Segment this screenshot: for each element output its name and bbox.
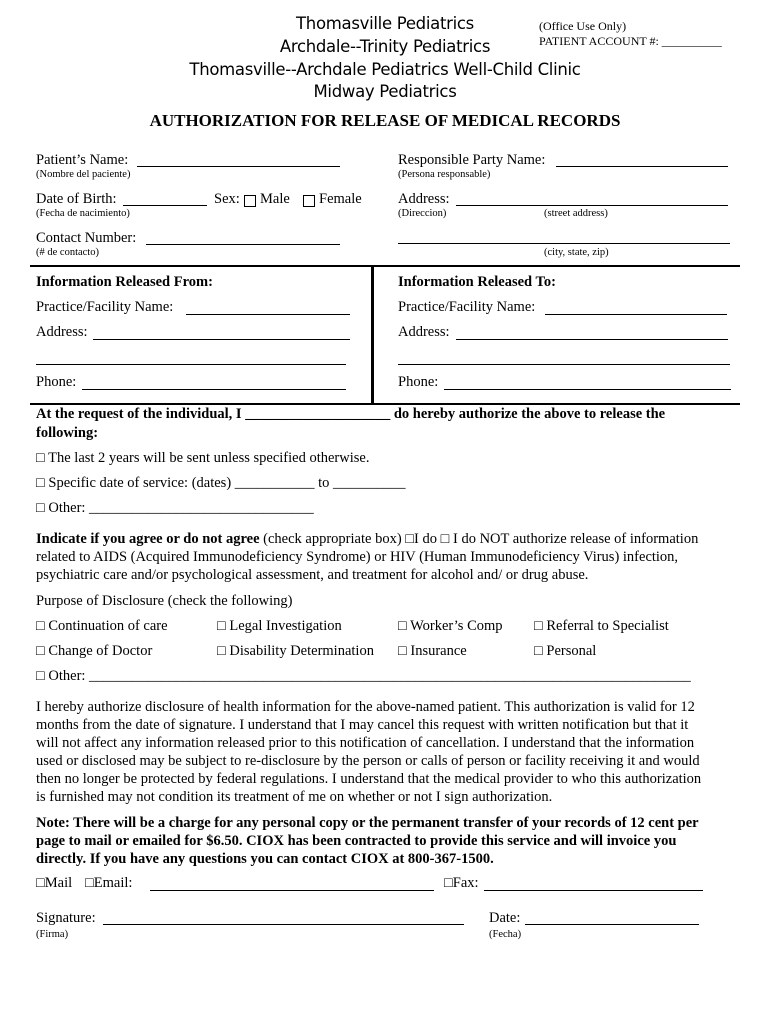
fax-field[interactable]	[484, 890, 703, 891]
clinic-name-2: Archdale--Trinity Pediatrics	[279, 37, 491, 56]
signature-field[interactable]	[103, 924, 464, 925]
responsible-name-field[interactable]	[556, 166, 728, 167]
city-state-zip-sub: (city, state, zip)	[544, 247, 609, 258]
released-to-heading: Information Released To:	[398, 274, 556, 290]
responsible-name-sub: (Persona responsable)	[398, 169, 491, 180]
authorization-line-3: will not affect any information released prior to this notification of cancellation. I understand that the information	[36, 735, 695, 751]
purpose-other[interactable]: □ Other: ___________________________________________________________________________________	[36, 668, 691, 684]
purpose-continuation-of-care[interactable]: □ Continuation of care	[36, 618, 168, 634]
patient-name-sub: (Nombre del paciente)	[36, 169, 131, 180]
patient-account-field[interactable]: PATIENT ACCOUNT #: __________	[539, 34, 722, 48]
purpose-legal-investigation[interactable]: □ Legal Investigation	[217, 618, 342, 634]
patient-name-label: Patient’s Name:	[36, 152, 129, 168]
from-address-label: Address:	[36, 324, 88, 340]
option-last-2-years[interactable]: □ The last 2 years will be sent unless specified otherwise.	[36, 450, 370, 466]
released-from-heading: Information Released From:	[36, 274, 213, 290]
note-line-1: Note: There will be a charge for any personal copy or the permanent transfer of your records of 12 cent per	[36, 815, 699, 831]
purpose-referral-to-specialist[interactable]: □ Referral to Specialist	[534, 618, 669, 634]
authorization-line-5: then no longer be protected by federal regulations. I understand that the medical provider to who this authorization	[36, 771, 702, 787]
from-address-field[interactable]	[93, 339, 350, 340]
patient-name-field[interactable]	[137, 166, 340, 167]
to-phone-field[interactable]	[444, 389, 731, 390]
purpose-change-of-doctor[interactable]: □ Change of Doctor	[36, 643, 153, 659]
clinic-name-1: Thomasville Pediatrics	[296, 14, 474, 33]
to-address-field-2[interactable]	[398, 364, 730, 365]
to-facility-field[interactable]	[545, 314, 727, 315]
purpose-disability-determination[interactable]: □ Disability Determination	[217, 643, 374, 659]
authorization-line-6: is furnished may not condition its treatment of me on whether or not I sign authorization.	[36, 789, 553, 805]
email-field[interactable]	[150, 890, 434, 891]
from-phone-label: Phone:	[36, 374, 77, 390]
signature-label: Signature:	[36, 910, 96, 926]
female-checkbox[interactable]	[303, 195, 315, 207]
dob-label: Date of Birth:	[36, 191, 117, 207]
responsible-city-field[interactable]	[398, 243, 730, 244]
male-checkbox[interactable]	[244, 195, 256, 207]
email-checkbox[interactable]: □Email:	[85, 875, 133, 891]
sex-label: Sex:	[214, 191, 240, 207]
request-line-1: At the request of the individual, I ____________________ do hereby authorize the above to release the	[36, 406, 666, 422]
authorization-line-2: months from the date of signature. I understand that I may cancel this request with written notification but that it	[36, 717, 689, 733]
mail-checkbox[interactable]: □Mail	[36, 875, 73, 891]
street-address-sub: (street address)	[544, 208, 608, 219]
to-address-field[interactable]	[456, 339, 728, 340]
to-address-label: Address:	[398, 324, 450, 340]
note-line-2: page to mail or emailed for $6.50. CIOX has been contracted to provide this service and will invoice you	[36, 833, 677, 849]
section-divider-top	[30, 265, 740, 267]
from-facility-field[interactable]	[186, 314, 350, 315]
agree-line-2: related to AIDS (Acquired Immunodeficiency Syndrome) or HIV (Human Immunodeficiency Virus) infection,	[36, 549, 679, 565]
request-line-2: following:	[36, 425, 99, 441]
agree-line-3: psychiatric care and/or psychological assessment, and treatment for alcohol and/ or drug abuse.	[36, 567, 589, 583]
to-phone-label: Phone:	[398, 374, 439, 390]
note-line-3: directly. If you have any questions you can contact CIOX at 800-367-1500.	[36, 851, 494, 867]
responsible-address-field[interactable]	[456, 205, 728, 206]
signature-sub: (Firma)	[36, 929, 69, 940]
from-phone-field[interactable]	[82, 389, 346, 390]
section-divider-bottom	[30, 403, 740, 405]
date-sub: (Fecha)	[489, 929, 522, 940]
agree-bold-text: Indicate if you agree or do not agree	[36, 531, 260, 547]
from-facility-label: Practice/Facility Name:	[36, 299, 174, 315]
from-address-field-2[interactable]	[36, 364, 346, 365]
responsible-name-label: Responsible Party Name:	[398, 152, 546, 168]
section-divider-vertical	[371, 265, 374, 403]
responsible-address-sub: (Direccion)	[398, 208, 447, 219]
date-field[interactable]	[525, 924, 699, 925]
agree-rest-text: (check appropriate box) □I do □ I do NOT authorize release of information	[259, 531, 699, 547]
agree-line-1	[36, 531, 698, 548]
contact-sub: (# de contacto)	[36, 247, 99, 258]
purpose-insurance[interactable]: □ Insurance	[398, 643, 467, 659]
purpose-heading: Purpose of Disclosure (check the following)	[36, 593, 293, 609]
clinic-name-4: Midway Pediatrics	[313, 82, 457, 101]
female-label: Female	[319, 191, 362, 207]
contact-label: Contact Number:	[36, 230, 137, 246]
dob-field[interactable]	[123, 205, 207, 206]
clinic-name-3: Thomasville--Archdale Pediatrics Well-Child Clinic	[189, 60, 581, 79]
fax-checkbox[interactable]: □Fax:	[444, 875, 479, 891]
authorization-line-1: I hereby authorize disclosure of health information for the above-named patient. This authorization is valid for 12	[36, 699, 695, 715]
authorization-line-4: used or disclosed may be subject to re-disclosure by the person or calls of person or facility receiving it and would	[36, 753, 700, 769]
option-other[interactable]: □ Other: _______________________________	[36, 500, 314, 516]
date-label: Date:	[489, 910, 521, 926]
responsible-address-label: Address:	[398, 191, 450, 207]
purpose-personal[interactable]: □ Personal	[534, 643, 597, 659]
page-title: AUTHORIZATION FOR RELEASE OF MEDICAL RECORDS	[149, 111, 621, 130]
dob-sub: (Fecha de nacimiento)	[36, 208, 130, 219]
contact-field[interactable]	[146, 244, 340, 245]
office-use-label: (Office Use Only)	[539, 19, 627, 33]
male-label: Male	[260, 191, 290, 207]
option-specific-dates[interactable]: □ Specific date of service: (dates) ___________ to __________	[36, 475, 406, 491]
to-facility-label: Practice/Facility Name:	[398, 299, 536, 315]
purpose-workers-comp[interactable]: □ Worker’s Comp	[398, 618, 503, 634]
